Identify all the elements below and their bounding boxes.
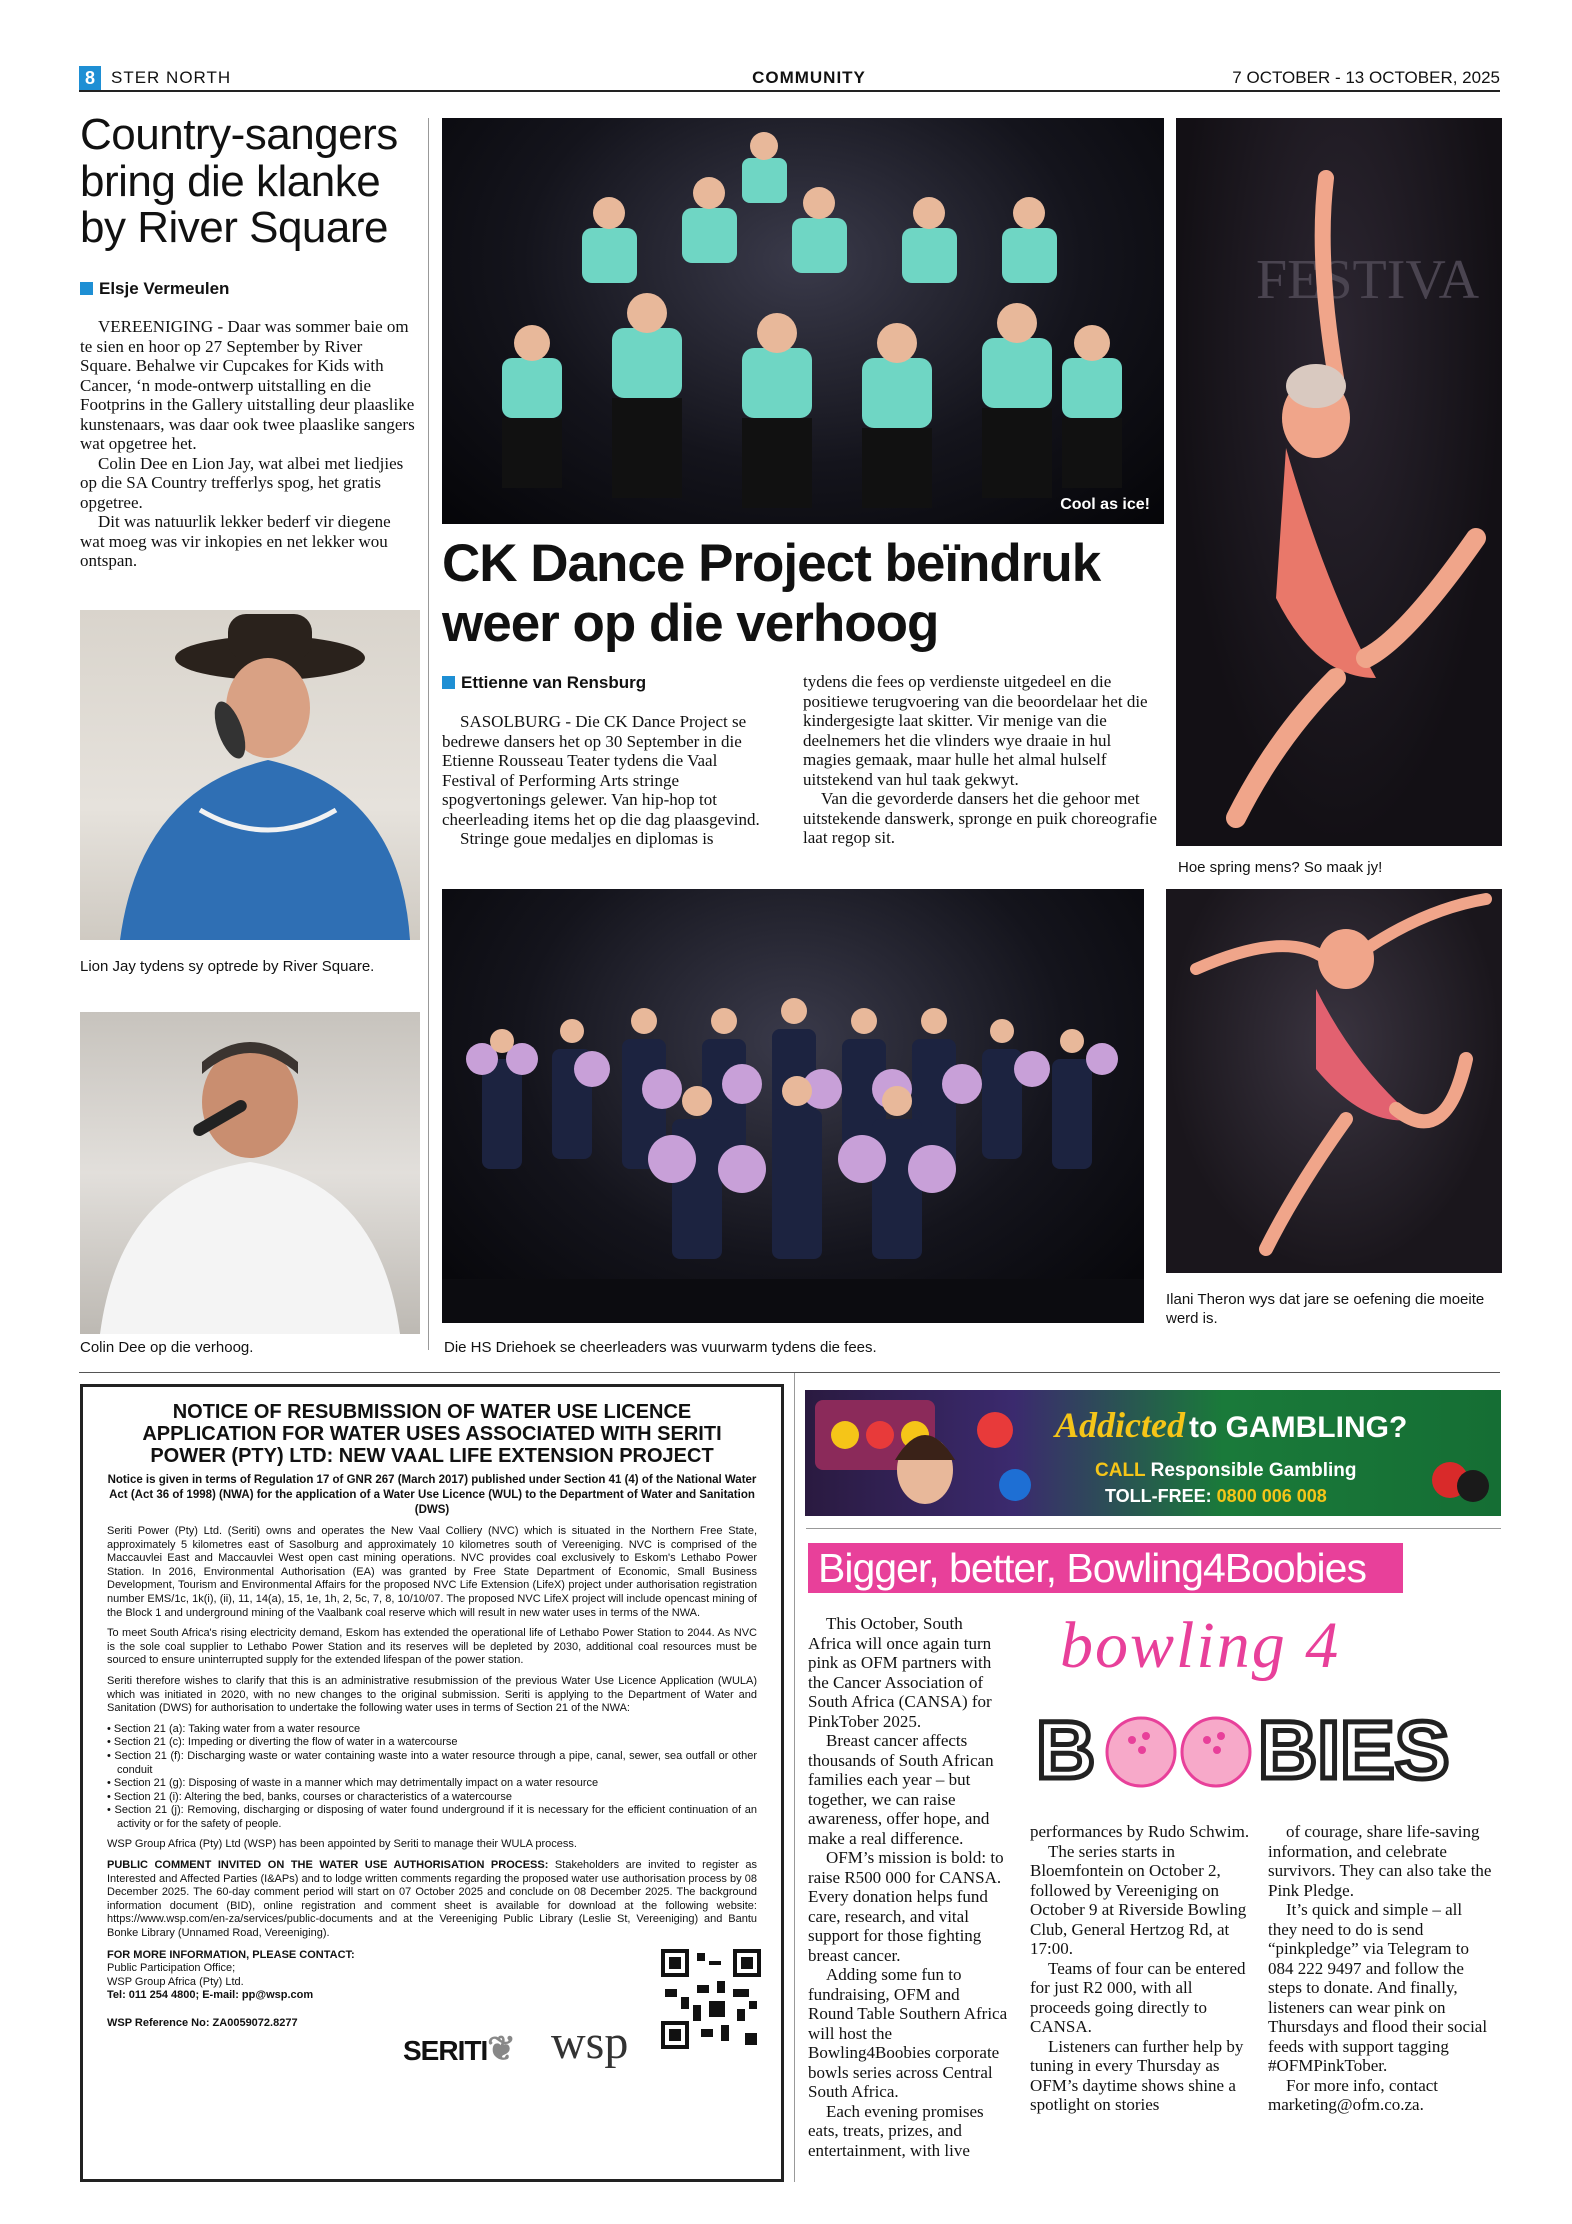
byline-name: Elsje Vermeulen <box>99 279 230 298</box>
bowling4boobies-logo <box>1030 1608 1502 1808</box>
logo-letters-bies: BIES <box>1258 1705 1450 1796</box>
paragraph: OFM’s mission is bold: to raise R500 000 for CANSA. Every donation helps fund care, research, and vital support for those fighting breast cancer. <box>808 1848 1004 1965</box>
cheerleaders-figures <box>442 889 1144 1323</box>
column-rule <box>794 1372 795 2182</box>
colin-dee-figure <box>80 1012 420 1334</box>
caption-lion-jay: Lion Jay tydens sy optrede by River Square. <box>80 958 375 975</box>
water-use-item: • Section 21 (c): Impeding or diverting the flow of water in a watercourse <box>107 1736 458 1749</box>
column-rule <box>428 118 429 1350</box>
byline-square-icon <box>80 282 93 295</box>
lion-jay-photo <box>80 610 420 940</box>
seriti-logo <box>403 2029 515 2069</box>
tollfree-number[interactable]: 0800 006 008 <box>1216 1486 1327 1506</box>
ilani-dancer-figure <box>1166 889 1502 1273</box>
section-name: COMMUNITY <box>752 68 866 87</box>
notice-paragraph: WSP Group Africa (Pty) Ltd (WSP) has been appointed by Seriti to manage their WULA process. <box>107 1838 577 1851</box>
contact-heading: FOR MORE INFORMATION, PLEASE CONTACT: <box>107 1948 355 1961</box>
slot-machine-illustration <box>805 1390 1045 1516</box>
contact-line: Tel: 011 254 4800; E-mail: pp@wsp.com <box>107 1989 314 2002</box>
call-line <box>1095 1460 1356 1482</box>
water-use-item: • Section 21 (f): Discharging waste or water containing waste into a water resource through a pipe, canal, sewer, sea outfall or other conduit <box>107 1749 757 1776</box>
country-headline: Country-sangers bring die klanke by River Square <box>80 110 398 253</box>
dance-byline <box>442 673 772 693</box>
caption-jump: Hoe spring mens? So maak jy! <box>1178 859 1383 876</box>
seriti-logo-text: SERITI <box>403 2034 488 2066</box>
country-byline <box>80 279 420 299</box>
public-comment-heading: PUBLIC COMMENT INVITED ON THE WATER USE AUTHORISATION PROCESS: <box>107 1859 549 1872</box>
paragraph: Van die gevorderde dansers het die gehoor met uitstekende danswerk, spronge en puik choreografie laat regop sit. <box>803 789 1158 847</box>
paragraph: For more info, contact marketing@ofm.co.za. <box>1268 2075 1439 2114</box>
logo-bowling4-text: bowling 4 <box>1060 1609 1341 1682</box>
ad-rule <box>806 1528 1501 1529</box>
bowling-balls-icon <box>1104 1714 1254 1790</box>
paragraph: Breast cancer affects thousands of South African families each year – but together, we can raise awareness, offer hope, and make a real difference. <box>808 1731 994 1848</box>
to-gambling-word: to GAMBLING? <box>1188 1411 1408 1444</box>
contact-block <box>107 1949 407 2031</box>
ilani-theron-photo <box>1166 889 1502 1273</box>
dance-body-col1 <box>442 712 772 849</box>
bowling-body-col2 <box>1030 1822 1256 2115</box>
paragraph: Listeners can further help by tuning in every Thursday as OFM’s daytime shows shine a spotlight on stories <box>1030 2036 1244 2114</box>
call-label: CALL <box>1095 1460 1146 1481</box>
byline-square-icon <box>442 676 455 689</box>
water-licence-notice <box>80 1384 784 2182</box>
paragraph: Dit was natuurlik lekker bederf vir diegene wat moeg was vir inkopies en net lekker wou ontspan. <box>80 512 391 570</box>
hiphop-dancers-figures <box>442 118 1164 524</box>
section-rule <box>79 1372 1500 1373</box>
logo-letter-b: B <box>1036 1705 1096 1796</box>
hiphop-dancers-photo <box>442 118 1164 524</box>
paragraph: Adding some fun to fundraising, OFM and Round Table Southern Africa will host the Bowling4Boobies corporate bowls series across Central South Africa. <box>808 1965 1008 2101</box>
dance-headline: CK Dance Project beïndruk weer op die verhoog <box>442 534 1101 653</box>
logo-boobies-row <box>1036 1705 1476 1796</box>
caption-cheerleaders: Die HS Driehoek se cheerleaders was vuurwarm tydens die fees. <box>444 1339 877 1356</box>
notice-paragraph: To meet South Africa's rising electricity demand, Eskom has extended the operational life of Lethabo Power Station to 2044. As NVC is the sole coal supplier to Lethabo Power Station and its reserves will be depleted by 2030, additional coal resources must be sourced to ensure uninterrupted supply for the extended lifespan of the power station. <box>107 1627 757 1667</box>
paragraph: performances by Rudo Schwim. <box>1030 1822 1250 1841</box>
paragraph: The series starts in Bloemfontein on October 2, followed by Vereeniging on October 9 at Riverside Bowling Club, General Hertzog Rd, at 17:00. <box>1030 1841 1247 1958</box>
wsp-reference: WSP Reference No: ZA0059072.8277 <box>107 2016 298 2029</box>
paragraph: Each evening promises eats, treats, prizes, and entertainment, with live <box>808 2101 984 2160</box>
bowling-body-col1 <box>808 1614 1008 2160</box>
paragraph: of courage, share life-saving information, and celebrate survivors. They can also take the Pink Pledge. <box>1268 1822 1492 1900</box>
notice-intro: Notice is given in terms of Regulation 17 of GNR 267 (March 2017) published under Section 41 (4) of the National Water Act (Act 36 of 1998) (NWA) for the application of a Water Use Licence (WUL) to the Department of Water and Sanitation (DWS) <box>107 1474 757 1516</box>
water-use-item: • Section 21 (i): Altering the bed, banks, courses or characteristics of a watercourse <box>107 1790 512 1803</box>
paragraph: tydens die fees op verdienste uitgedeel en die positiewe terugvoering van die beoordelaar het die kindergesigte laat skitter. Vir menige van die deelnemers het die vlinders wye draaie in hul magies gemaak, maar hulle het almal hulself uitstekend van hul taak gekwyt. <box>803 672 1148 789</box>
contact-line: WSP Group Africa (Pty) Ltd. <box>107 1975 244 1988</box>
leaf-icon: ❦ <box>487 2029 515 2068</box>
svg-text:FESTIVA: FESTIVA <box>1256 249 1480 311</box>
contact-line: Public Participation Office; <box>107 1962 236 1975</box>
public-comment-paragraph <box>107 1859 757 1941</box>
gambling-ad[interactable] <box>805 1390 1501 1516</box>
public-comment-text: Stakeholders are invited to register as Interested and Affected Parties (I&APs) and to lodge written comments regarding the proposed water use authorisation process by 08 December 2025. The 60-day comment period will start on 07 October 2025 and conclude on 08 December 2025. The background information document (BID), online registration and comment sheet is available for download at the following website: https://www.wsp.com/en-za/services/public-documents and at the Vereeniging Public Library (Leslie St, Vereeniging) and Bantu Bonke Library (Unnamed Road, Vereeniging). <box>107 1859 757 1940</box>
qr-code-icon <box>661 1949 761 2049</box>
colin-dee-photo <box>80 1012 420 1334</box>
jumping-dancer-photo <box>1176 118 1502 846</box>
issue-date: 7 OCTOBER - 13 OCTOBER, 2025 <box>1232 68 1500 87</box>
water-use-item: • Section 21 (g): Disposing of waste in a manner which may detrimentally impact on a water resource <box>107 1777 599 1790</box>
dance-body-col2 <box>803 672 1158 848</box>
bowling-banner: Bigger, better, Bowling4Boobies <box>808 1543 1403 1593</box>
notice-paragraph: Seriti therefore wishes to clarify that this is an administrative resubmission of the previous Water Use Licence Application (WULA) which was initiated in 2020, with no new changes to the original submission. Seriti is applying to the Department of Water and Sanitation (DWS) for authorisation to undertake the following water uses in terms of Section 21 of the NWA: <box>107 1674 757 1715</box>
publication-name: STER NORTH <box>111 68 232 87</box>
paragraph: Stringe goue medaljes en diplomas is <box>460 829 714 848</box>
paragraph: It’s quick and simple – all they need to do is send “pinkpledge” via Telegram to 084 222 9497 and follow the steps to donate. And finally, listeners can wear pink on Thursdays and flood their social feeds with support tagging #OFMPinkTober. <box>1268 1900 1488 2075</box>
water-uses-list <box>107 1723 757 1832</box>
poker-chips-icon <box>1425 1450 1495 1510</box>
tollfree-line[interactable] <box>1105 1486 1327 1507</box>
notice-footer <box>107 1949 757 2099</box>
byline-name: Ettienne van Rensburg <box>461 673 647 692</box>
notice-paragraph: Seriti Power (Pty) Ltd. (Seriti) owns and operates the New Vaal Colliery (NVC) which is situated in the Northern Free State, approximately 5 kilometres east of Sasolburg and approximately 10 kilometres south of Vereeniging. NVC is comprised of the Maccauvlei East and Maccauvlei West open cast mining operations. NVC provides coal exclusively to Eskom's Lethabo Power Station. In 2016, Environmental Authorisation (EA) was granted by Free State Department of Economic, Small Business Development, Tourism and Environmental Affairs for the proposed NVC Life Extension (LifeX) project under authorisation registration number EMS/1c, 1k(i), (ii), 11, 14(a), 15, 1e, 1h, 2, 5c, 7, 8, 10/10/07. The proposed NVC LifeX project will include opencast mining of the Block 1 and underground mining of the Vaalbank coal reserve which will result in new water uses in terms of the NWA. <box>107 1525 757 1619</box>
paragraph: SASOLBURG - Die CK Dance Project se bedrewe dansers het op 30 September in die Etienne Rousseau Teater tydens die Vaal Festival of Performing Arts stringe spogvertonings gelewer. Van hip-hop tot cheerleading items het op die dag plaasgevind. <box>442 712 760 829</box>
jumping-dancer-figure <box>1176 118 1502 846</box>
paragraph: Colin Dee en Lion Jay, wat albei met liedjies op die SA Country trefferlys spog, het gratis opgetree. <box>80 453 404 512</box>
tollfree-label: TOLL-FREE: <box>1105 1486 1212 1506</box>
water-use-item: • Section 21 (j): Removing, discharging or disposing of water found underground if it is necessary for the efficient continuation of an activity or for the safety of people. <box>107 1804 757 1830</box>
photo-label: Cool as ice! <box>1060 496 1150 513</box>
gambling-headline <box>1055 1404 1407 1446</box>
paragraph: VEREENIGING - Daar was sommer baie om te sien en hoor op 27 September by River Square. Behalwe vir Cupcakes for Kids with Cancer, ‘n mode-ontwerp uitstalling en die Footprins in the Gallery uitstalling deur plaaslike kunstenaars, was daar ook twee plaaslike sangers wat opgetree het. <box>80 317 415 453</box>
wsp-logo: wsp <box>551 2015 629 2069</box>
lion-jay-figure <box>80 610 420 940</box>
responsible-gambling-label: Responsible Gambling <box>1150 1460 1357 1481</box>
paragraph: Teams of four can be entered for just R2 000, with all proceeds going directly to CANSA. <box>1030 1958 1246 2036</box>
page-number: 8 <box>79 66 101 90</box>
page-header <box>79 66 1500 92</box>
caption-ilani: Ilani Theron wys dat jare se oefening die moeite werd is. <box>1166 1291 1485 1327</box>
cheerleaders-photo <box>442 889 1144 1323</box>
caption-colin-dee: Colin Dee op die verhoog. <box>80 1339 254 1356</box>
water-use-item: • Section 21 (a): Taking water from a water resource <box>107 1722 361 1735</box>
paragraph: This October, South Africa will once again turn pink as OFM partners with the Cancer Association of South Africa (CANSA) for PinkTober 2025. <box>808 1614 992 1731</box>
addicted-word: Addicted <box>1055 1405 1185 1445</box>
country-body <box>80 317 418 571</box>
notice-title: NOTICE OF RESUBMISSION OF WATER USE LICENCE APPLICATION FOR WATER USES ASSOCIATED WITH SERITI POWER (PTY) LTD: NEW VAAL LIFE EXTENSION PROJECT <box>142 1401 722 1467</box>
bowling-body-col3 <box>1268 1822 1494 2115</box>
